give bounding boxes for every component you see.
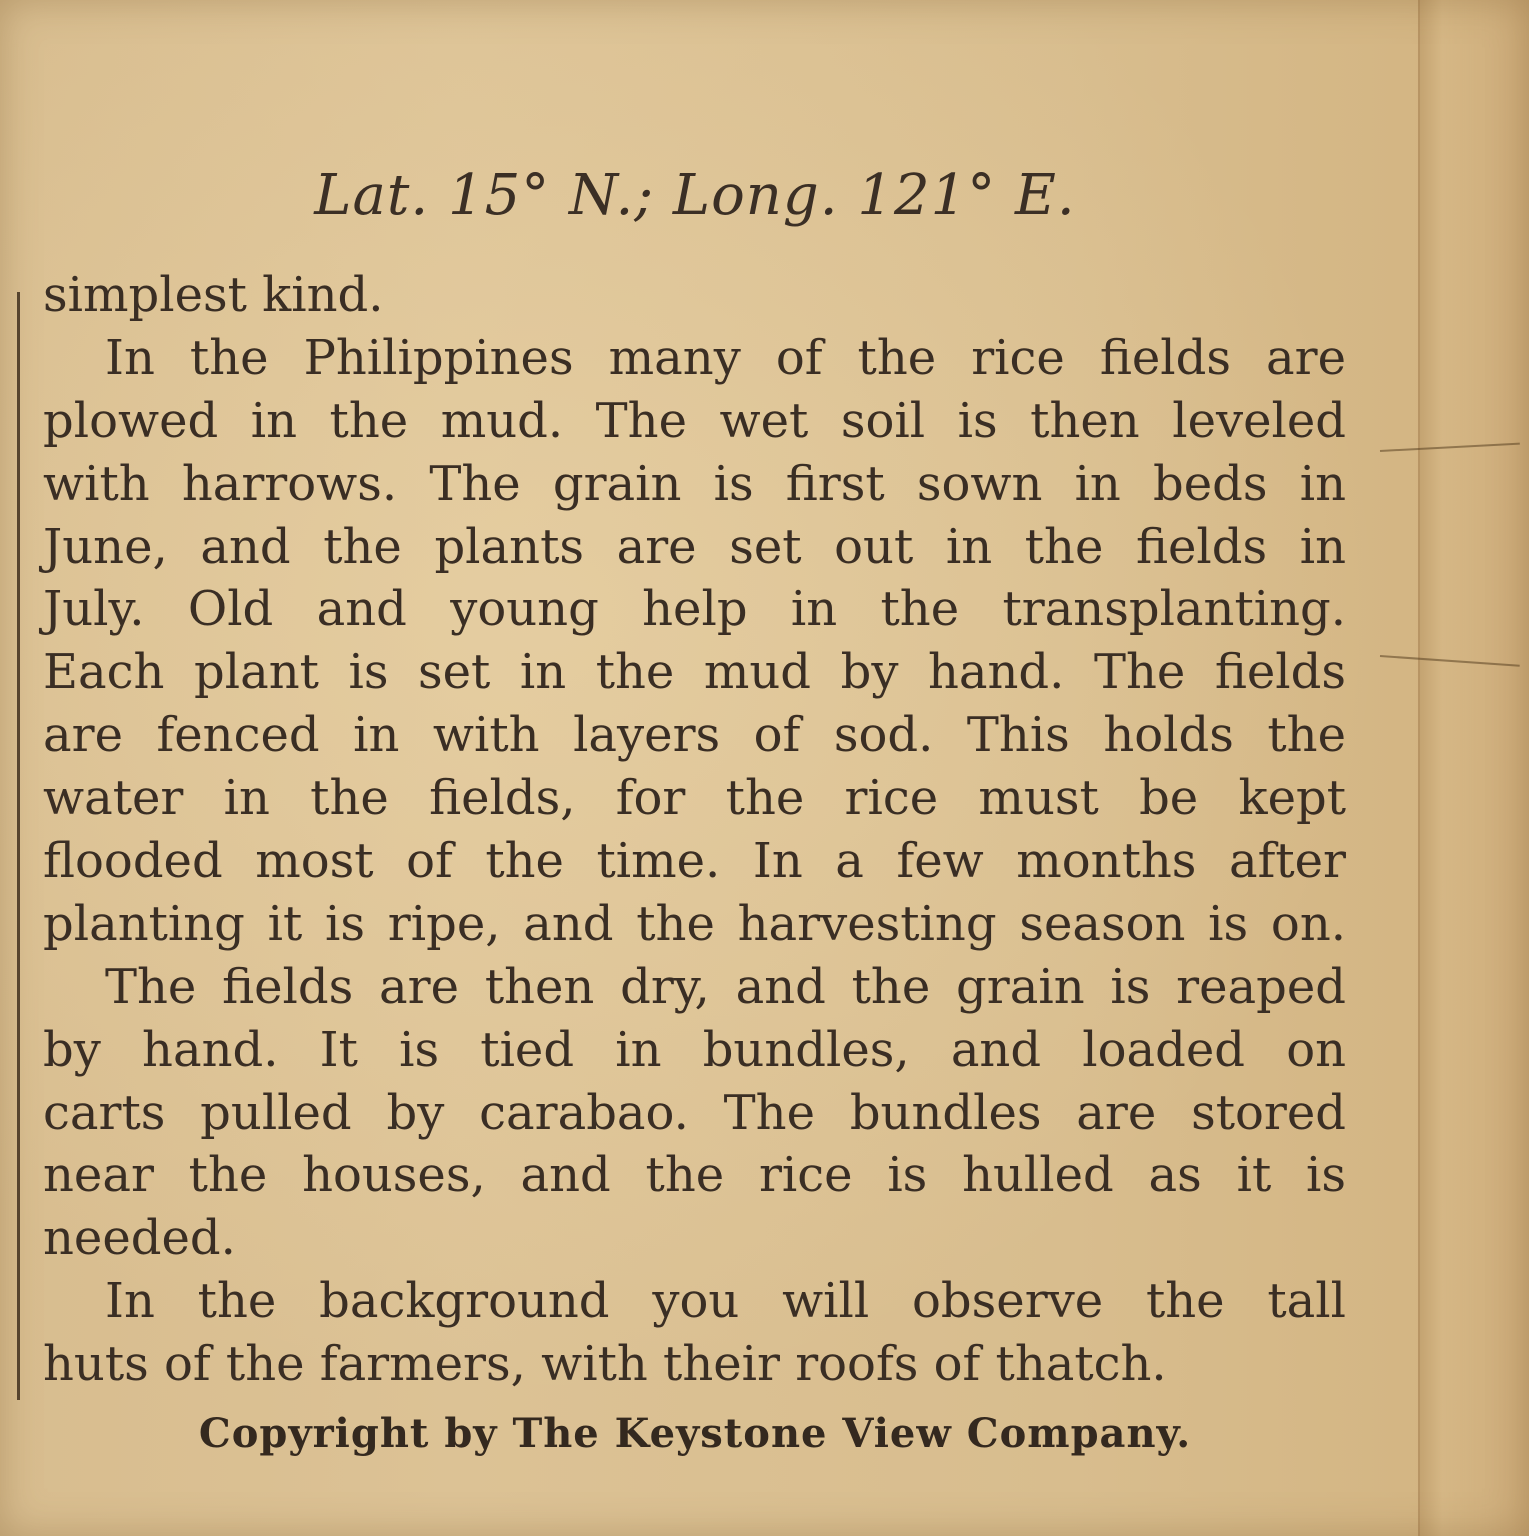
text-line: In the Philippines many of the rice fields are — [105, 329, 1346, 386]
text-line: by hand. It is tied in bundles, and loaded on — [43, 1021, 1346, 1078]
card-fold-edge — [1418, 0, 1529, 1536]
text-line: flooded most of the time. In a few months after — [43, 833, 1346, 890]
text-line: July. Old and young help in the transplanting. — [43, 581, 1346, 638]
coordinates-heading: Lat. 15° N.; Long. 121° E. — [314, 163, 1076, 228]
text-line: In the background you will observe the tall — [105, 1273, 1346, 1330]
text-line: Each plant is set in the mud by hand. The fields — [43, 644, 1346, 701]
margin-rule — [17, 292, 20, 1400]
text-line: with harrows. The grain is first sown in beds in — [43, 455, 1346, 512]
text-line: planting it is ripe, and the harvesting season is on. — [43, 895, 1346, 952]
body-text — [43, 264, 1346, 1396]
text-line: near the houses, and the rice is hulled as it is — [43, 1147, 1346, 1204]
text-line: June, and the plants are set out in the fields in — [43, 518, 1346, 575]
copyright-notice: Copyright by The Keystone View Company. — [198, 1410, 1192, 1457]
text-line: huts of the farmers, with their roofs of thatch. — [43, 1336, 1167, 1393]
text-line: needed. — [43, 1210, 236, 1267]
text-line: plowed in the mud. The wet soil is then leveled — [43, 392, 1346, 449]
text-line: simplest kind. — [43, 267, 384, 323]
text-line: water in the fields, for the rice must be kept — [43, 770, 1346, 827]
text-line: The fields are then dry, and the grain is reaped — [105, 958, 1346, 1015]
text-line: are fenced in with layers of sod. This holds the — [43, 707, 1346, 764]
text-line: carts pulled by carabao. The bundles are stored — [43, 1084, 1346, 1141]
